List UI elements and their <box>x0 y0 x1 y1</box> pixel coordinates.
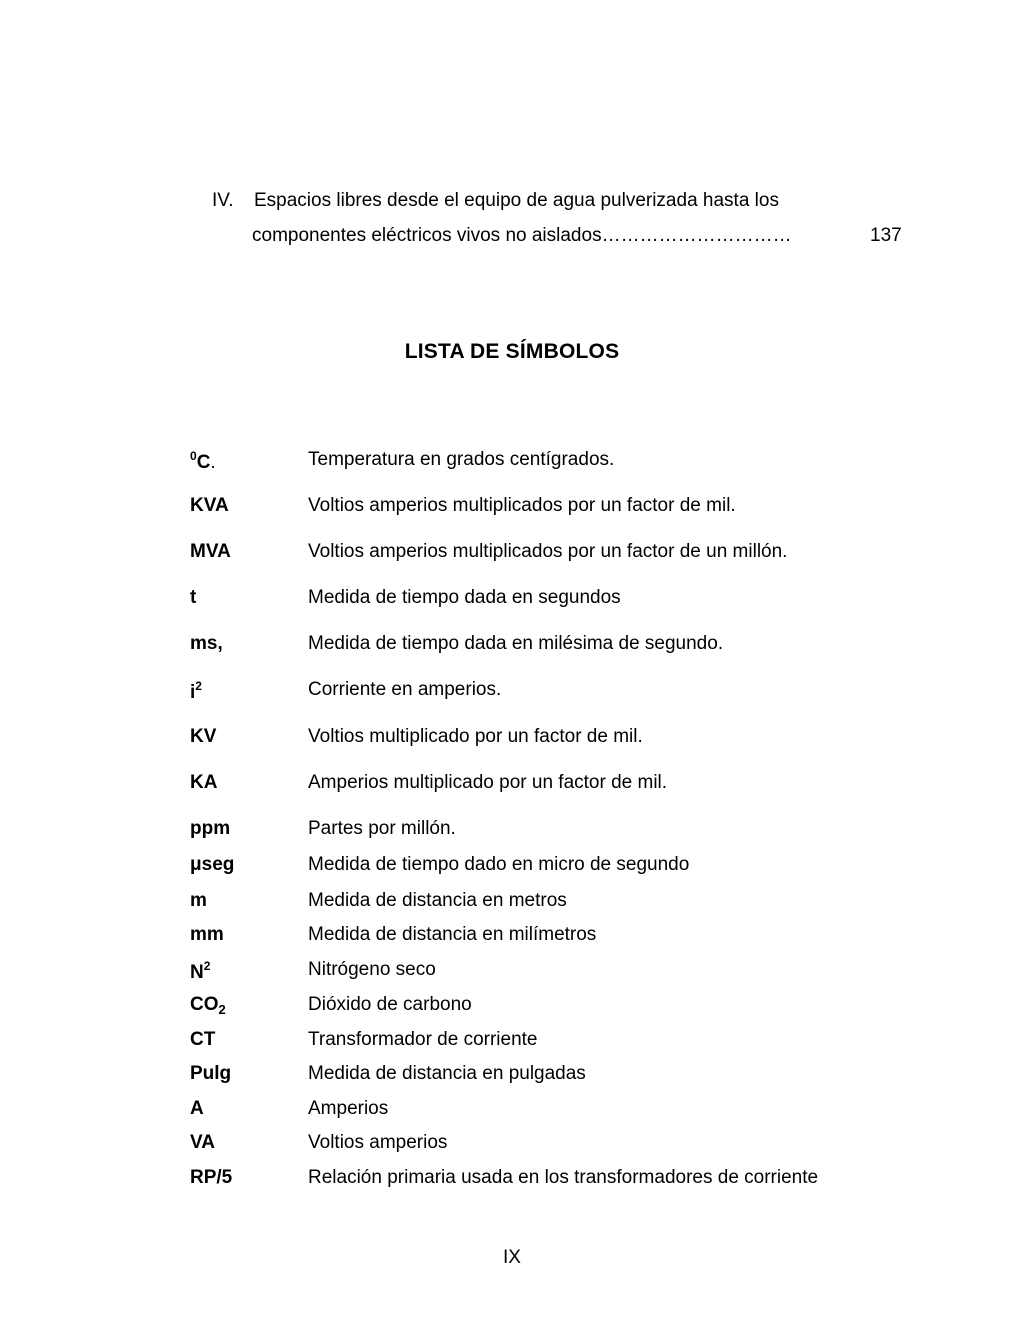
symbol-term <box>190 449 216 474</box>
symbol-row <box>0 1167 1024 1193</box>
symbol-term <box>190 818 230 840</box>
symbol-term-tail: . <box>210 452 216 473</box>
symbol-term-text: CO <box>190 994 219 1015</box>
symbol-description: Medida de tiempo dado en micro de segundo <box>308 854 690 875</box>
symbol-row <box>0 772 1024 798</box>
symbol-term-text: KVA <box>190 495 229 516</box>
symbol-row <box>0 818 1024 844</box>
symbol-term <box>190 959 210 984</box>
symbol-row <box>0 1029 1024 1055</box>
symbol-term-superscript: 2 <box>203 959 211 973</box>
symbol-description: Nitrógeno seco <box>308 959 436 980</box>
symbol-term <box>190 1098 204 1120</box>
symbol-row <box>0 1132 1024 1158</box>
symbol-description: Temperatura en grados centígrados. <box>308 449 615 470</box>
symbol-term <box>190 1029 215 1051</box>
symbol-term-text: m <box>190 890 207 911</box>
symbol-description: Dióxido de carbono <box>308 994 472 1015</box>
symbol-description: Amperios multiplicado por un factor de mil. <box>308 772 668 793</box>
symbol-row <box>0 890 1024 916</box>
symbol-description: Voltios amperios <box>308 1132 448 1153</box>
symbol-description: Partes por millón. <box>308 818 456 839</box>
symbol-term <box>190 726 216 748</box>
section-title: LISTA DE SÍMBOLOS <box>404 340 620 363</box>
symbol-term <box>190 772 217 794</box>
symbol-term-text: N <box>190 962 204 983</box>
symbol-row <box>0 854 1024 880</box>
symbol-description: Relación primaria usada en los transformadores de corriente <box>308 1167 819 1188</box>
symbol-row <box>0 633 1024 659</box>
symbol-term-text: t <box>190 587 197 608</box>
toc-entry-line-1 <box>212 190 779 212</box>
symbol-term <box>190 633 223 655</box>
symbol-term-text: μseg <box>190 854 235 875</box>
symbol-term <box>190 890 207 912</box>
symbol-term-text: ppm <box>190 818 231 839</box>
symbol-description: Voltios multiplicado por un factor de mil. <box>308 726 643 747</box>
symbol-description: Medida de distancia en pulgadas <box>308 1063 586 1084</box>
symbol-row <box>0 1098 1024 1124</box>
symbol-row <box>0 924 1024 950</box>
symbol-term-subscript: 2 <box>218 1002 226 1017</box>
symbol-term <box>190 1167 232 1189</box>
symbol-term <box>190 495 229 517</box>
symbol-description: Amperios <box>308 1098 389 1119</box>
toc-entry-page: 137 <box>870 225 902 246</box>
symbol-row <box>0 994 1024 1020</box>
symbol-term-superscript: 2 <box>195 679 202 693</box>
symbol-row <box>0 959 1024 985</box>
symbol-row <box>0 726 1024 752</box>
symbol-term <box>190 1063 231 1085</box>
symbol-term-text: mm <box>190 924 224 945</box>
symbol-term <box>190 1132 215 1154</box>
symbol-term-text: VA <box>190 1132 215 1153</box>
symbol-description: Medida de distancia en metros <box>308 890 567 911</box>
symbol-description: Voltios amperios multiplicados por un factor de mil. <box>308 495 736 516</box>
symbol-term <box>190 679 202 704</box>
symbol-row <box>0 495 1024 521</box>
toc-entry-title-line-1: Espacios libres desde el equipo de agua pulverizada hasta los <box>254 190 779 211</box>
symbol-description: Medida de distancia en milímetros <box>308 924 597 945</box>
symbol-term-text: A <box>190 1098 204 1119</box>
symbol-term-text: CT <box>190 1029 216 1050</box>
symbol-row <box>0 679 1024 705</box>
symbol-description: Voltios amperios multiplicados por un factor de un millón. <box>308 541 788 562</box>
symbol-term-text: KV <box>190 726 217 747</box>
toc-entry-number: IV. <box>212 190 234 211</box>
symbol-term-text: KA <box>190 772 218 793</box>
symbol-description: Transformador de corriente <box>308 1029 538 1050</box>
symbol-term <box>190 994 226 1017</box>
toc-entry-title-line-2: componentes eléctricos vivos no aislados………………………… <box>252 225 792 246</box>
symbol-term <box>190 541 231 563</box>
symbol-row <box>0 1063 1024 1089</box>
symbol-term-text: RP/5 <box>190 1167 233 1188</box>
symbol-term-text: Pulg <box>190 1063 232 1084</box>
symbol-term-text: i <box>190 682 196 703</box>
symbol-term <box>190 924 224 946</box>
symbol-row <box>0 449 1024 475</box>
symbol-term-text: MVA <box>190 541 231 562</box>
symbol-term-text: ms, <box>190 633 223 654</box>
symbol-description: Corriente en amperios. <box>308 679 502 700</box>
symbol-term <box>190 587 196 609</box>
symbol-description: Medida de tiempo dada en milésima de segundo. <box>308 633 724 654</box>
symbol-row <box>0 541 1024 567</box>
symbol-term-superscript: 0 <box>190 449 197 463</box>
symbol-term <box>190 854 234 876</box>
page-number: IX <box>503 1247 521 1268</box>
symbol-row <box>0 587 1024 613</box>
symbol-description: Medida de tiempo dada en segundos <box>308 587 621 608</box>
symbol-term-text: C <box>196 452 211 473</box>
